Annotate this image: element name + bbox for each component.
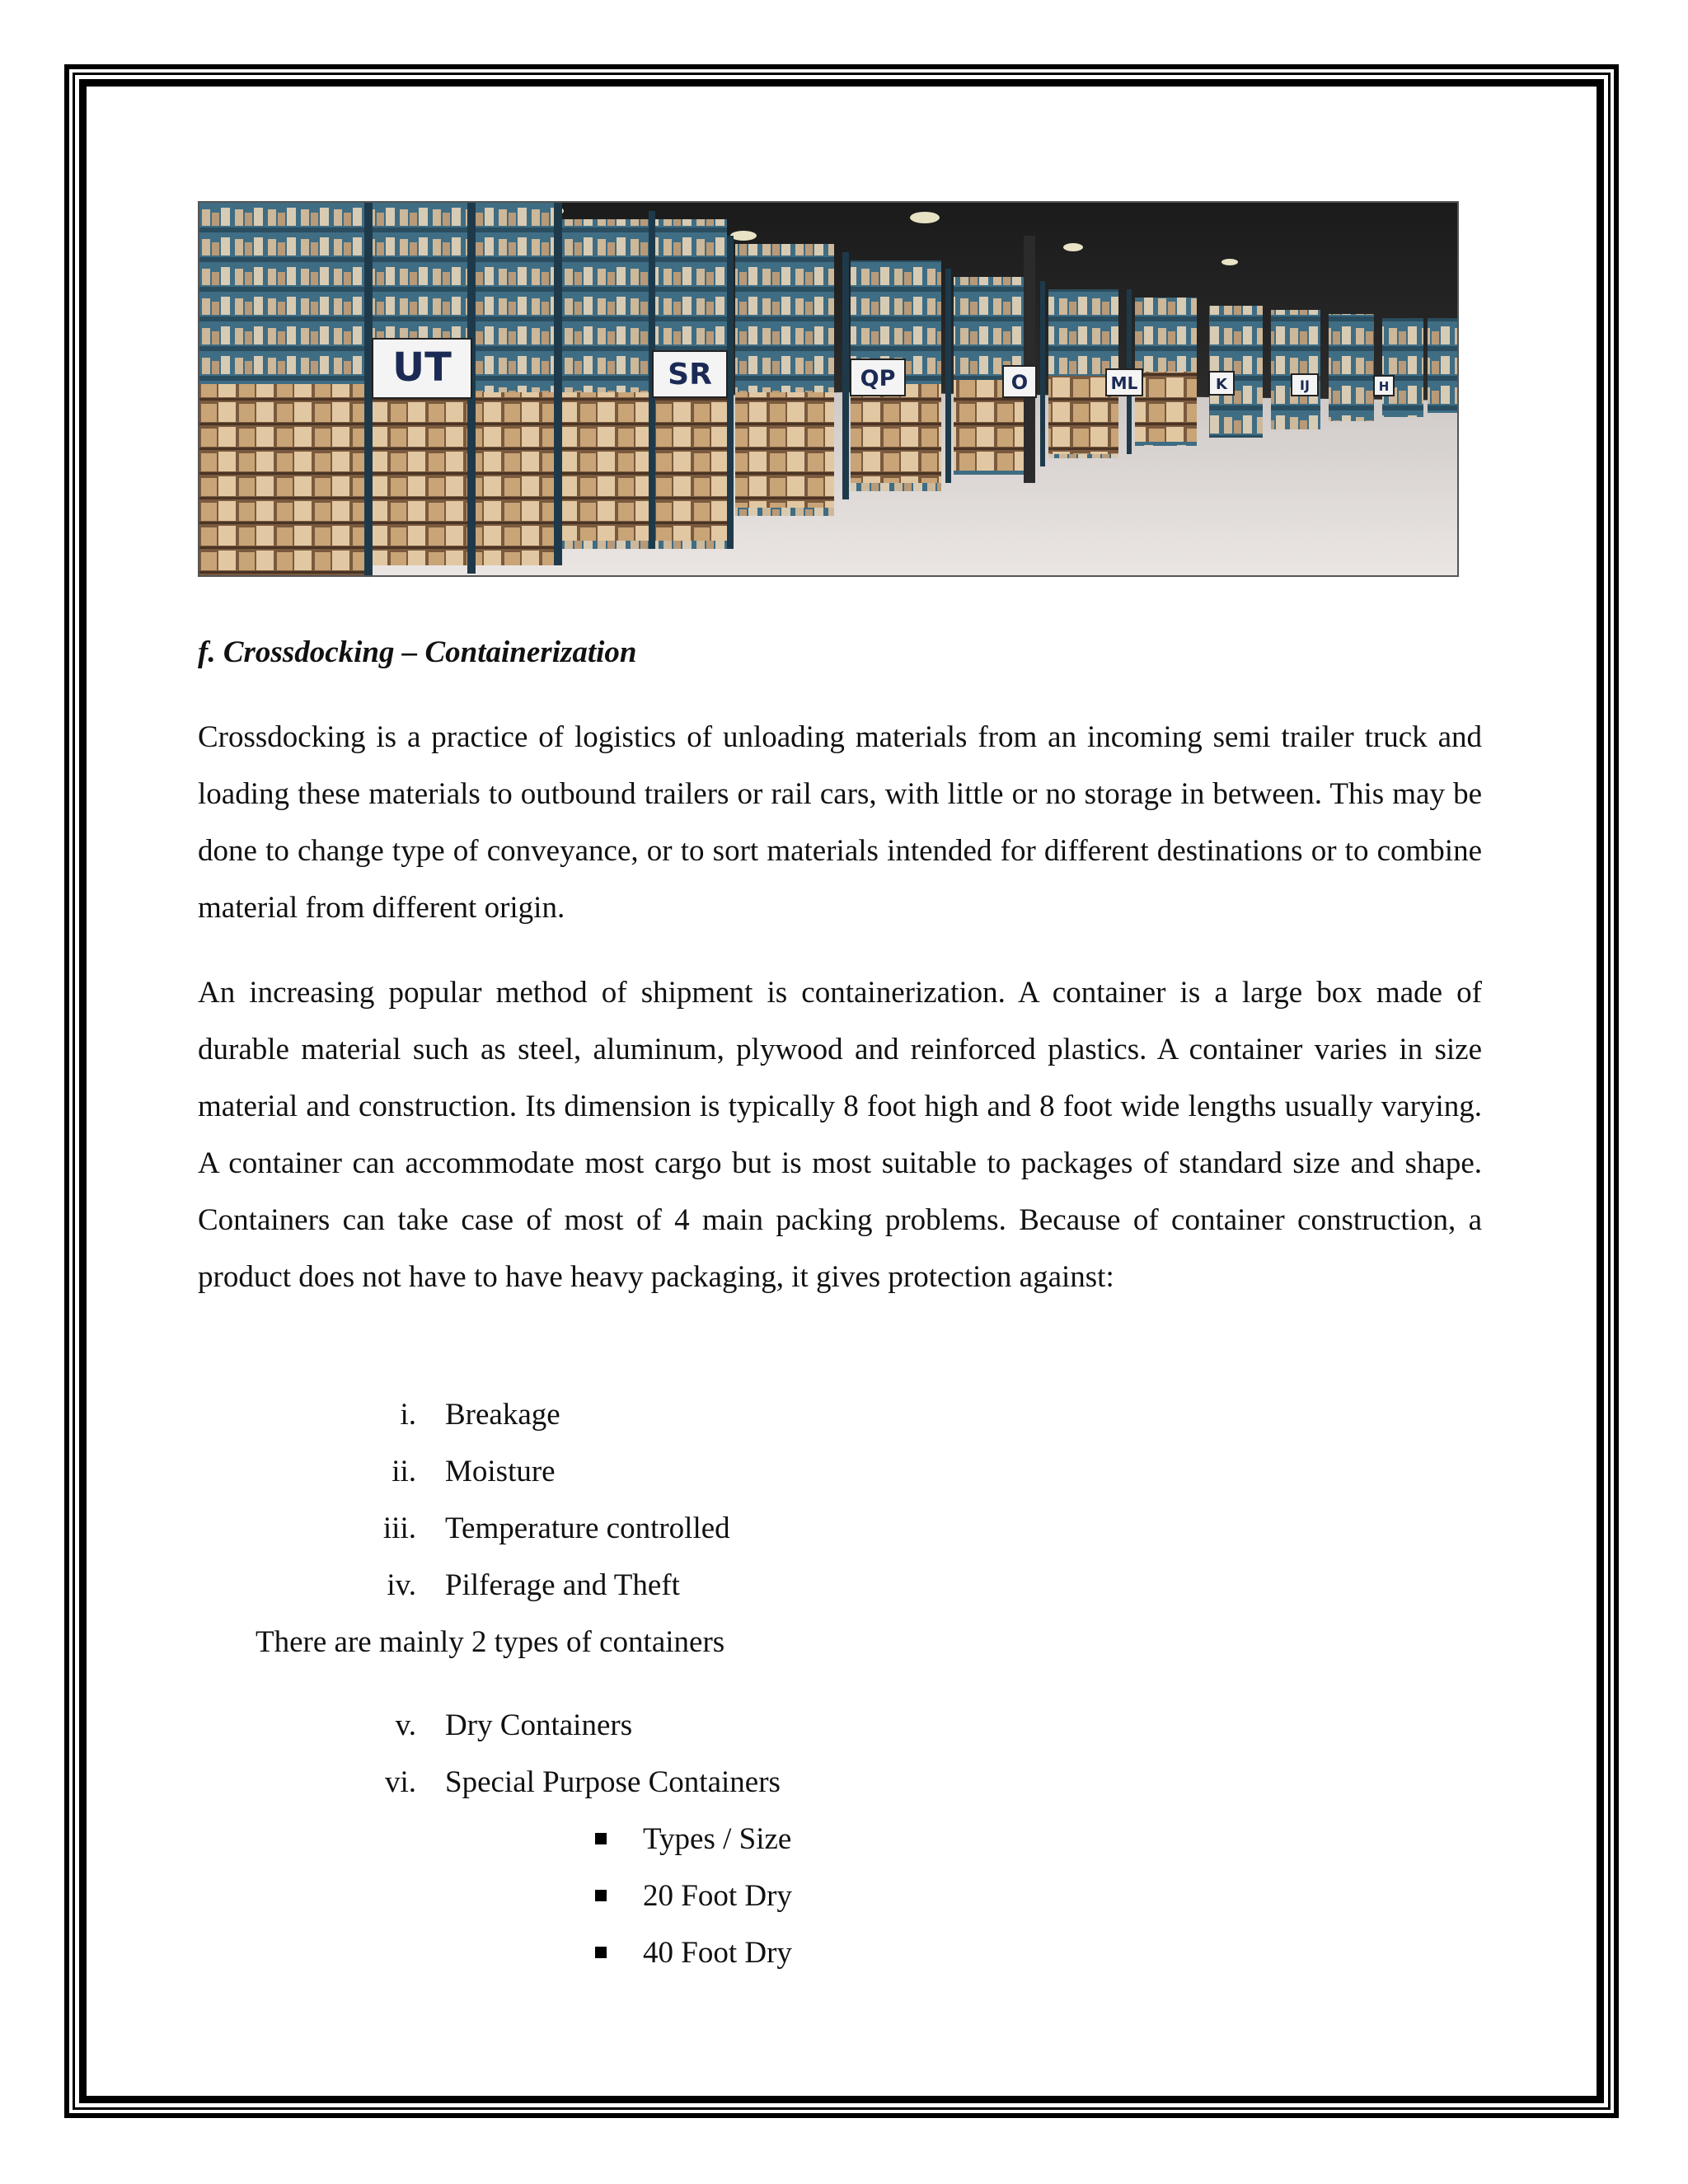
sign-label: UT: [392, 344, 452, 391]
sign-label: SR: [668, 358, 712, 391]
list-text: Dry Containers: [445, 1708, 633, 1742]
sign-label: O: [1010, 371, 1029, 394]
list-number: iv.: [387, 1568, 416, 1602]
bullet-text: 20 Foot Dry: [643, 1879, 792, 1913]
sign-label: H: [1378, 379, 1390, 394]
list-text: Moisture: [445, 1455, 556, 1488]
paragraph-containerization: An increasing popular method of shipment is containerization. A container is a large box made of durable material such as steel, aluminum, plywood and reinforced plastics. A container varies in size material and construction. Its dimension is typically 8 foot high and 8 foot wide lengths usually varying. A container can accommodate most cargo but is most suitable to packages of standard size and shape. Containers can take case of most of 4 main packing problems. Because of container construction, a product does not have to have heavy packaging, it gives protection against:: [198, 976, 1482, 1294]
warehouse-photo: [198, 201, 1459, 577]
list-number: ii.: [392, 1455, 416, 1488]
list-text: Pilferage and Theft: [445, 1568, 680, 1602]
bullet-text: Types / Size: [643, 1822, 792, 1856]
sign-label: IJ: [1300, 377, 1310, 393]
square-bullet-icon: [595, 1833, 607, 1844]
list-text: Breakage: [445, 1398, 560, 1432]
list-number: v.: [395, 1708, 416, 1742]
list-number: vi.: [384, 1765, 416, 1799]
square-bullet-icon: [595, 1890, 607, 1901]
sign-label: K: [1216, 376, 1227, 393]
list-text: Temperature controlled: [445, 1511, 730, 1545]
square-bullet-icon: [595, 1947, 607, 1958]
list-number: i.: [400, 1398, 416, 1432]
bullet-text: 40 Foot Dry: [643, 1936, 792, 1970]
types-intro: There are mainly 2 types of containers: [256, 1625, 725, 1659]
list-text: Special Purpose Containers: [445, 1765, 781, 1799]
section-heading: f. Crossdocking – Containerization: [198, 635, 637, 669]
sign-label: ML: [1110, 373, 1138, 393]
sign-label: QP: [860, 366, 896, 391]
paragraph-crossdocking: Crossdocking is a practice of logistics of unloading materials from an incoming semi trailer truck and loading these materials to outbound trailers or rail cars, with little or no storage in between. This may be done to change type of conveyance, or to sort materials intended for different destinations or to combine material from different origin.: [198, 720, 1482, 925]
list-number: iii.: [382, 1511, 416, 1545]
